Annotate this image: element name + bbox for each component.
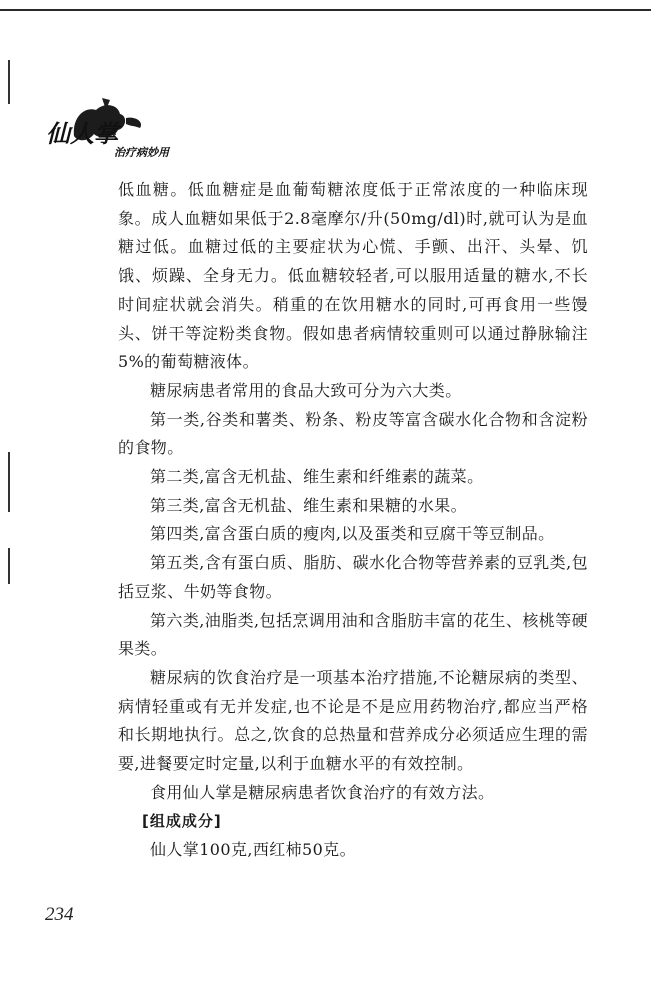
paragraph: 第一类,谷类和薯类、粉条、粉皮等富含碳水化合物和含淀粉的食物。: [118, 409, 588, 458]
paragraph: 第四类,富含蛋白质的瘦肉,以及蛋类和豆腐干等豆制品。: [150, 524, 555, 544]
logo-title: 仙人掌: [46, 119, 118, 148]
paragraph: 第五类,含有蛋白质、脂肪、碳水化合物等营养素的豆乳类,包括豆浆、牛奶等食物。: [118, 553, 588, 601]
paragraph: 食用仙人掌是糖尿病患者饮食治疗的有效方法。: [150, 782, 495, 802]
logo-subtitle: 治疗病妙用: [114, 146, 169, 159]
paragraph: 糖尿病患者常用的食品大致可分为六大类。: [150, 380, 462, 400]
margin-mark: [8, 452, 10, 512]
paragraph: 第二类,富含无机盐、维生素和纤维素的蔬菜。: [150, 467, 484, 487]
top-rule: [0, 9, 651, 11]
paragraph: 糖尿病的饮食治疗是一项基本治疗措施,不论糖尿病的类型、病情轻重或有无并发症,也不论是不是应用药物治疗,都应当严格和长期地执行。总之,饮食的总热量和营养成分必须适应生理的需要,进餐要定时定量,以利于血糖水平的有效控制。: [118, 667, 588, 774]
cactus-silhouette-icon: [44, 96, 224, 160]
header-logo: [44, 96, 224, 160]
body-text: [118, 176, 588, 865]
section-heading: [组成成分]: [142, 812, 222, 831]
margin-mark: [8, 548, 10, 584]
ingredients-text: 仙人掌100克,西红柿50克。: [150, 840, 356, 860]
paragraph: 第六类,油脂类,包括烹调用油和含脂肪丰富的花生、核桃等硬果类。: [118, 610, 588, 659]
page-number: 234: [45, 904, 74, 925]
paragraph: 低血糖。低血糖症是血葡萄糖浓度低于正常浓度的一种临床现象。成人血糖如果低于2.8毫摩尔/升(50mg/dl)时,就可认为是血糖过低。血糖过低的主要症状为心慌、手颤、出汗、头晕、饥饿、烦躁、全身无力。低血糖较轻者,可以服用适量的糖水,不长时间症状就会消失。稍重的在饮用糖水的同时,可再食用一些馒头、饼干等淀粉类食物。假如患者病情较重则可以通过静脉输注5%的葡萄糖液体。: [118, 180, 588, 372]
paragraph: 第三类,富含无机盐、维生素和果糖的水果。: [150, 495, 468, 515]
margin-mark: [8, 60, 10, 104]
